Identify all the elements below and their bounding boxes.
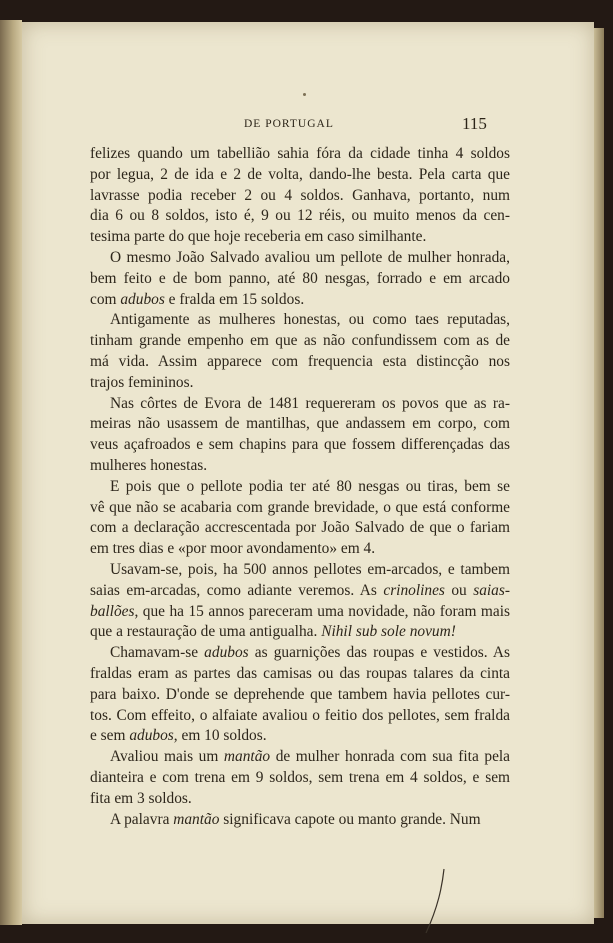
page-number: 115	[462, 114, 487, 133]
page-edge	[594, 28, 604, 918]
text-line: O mesmo João Salvado avaliou um pellote de mulher honrada,	[110, 248, 510, 266]
body-text	[90, 144, 510, 830]
text-line: mulheres honestas.	[90, 456, 208, 474]
paragraph	[90, 248, 510, 310]
text-line: A palavra mantão significava capote ou manto grande. Num	[110, 810, 481, 828]
text-line: com a declaração accrescentada por João Salvado de que o fariam	[90, 519, 510, 537]
text-line: vê que não se acabaria com grande brevidade, o que está conforme	[90, 498, 510, 516]
text-line: em tres dias e «por moor avondamento» em 4.	[90, 540, 376, 558]
paragraph	[90, 310, 510, 393]
text-line: que a restauração de uma antigualha. Nihil sub sole novum!	[90, 623, 456, 641]
text-line: para baixo. D'onde se deprehende que tambem havia pellotes cur-	[90, 685, 510, 703]
paragraph	[90, 477, 510, 560]
text-line: E pois que o pellote podia ter até 80 nesgas ou tiras, bem se	[110, 477, 510, 495]
page-sheet	[22, 22, 594, 924]
paragraph	[90, 144, 510, 248]
text-line: tos. Com effeito, o alfaiate avaliou o feitio dos pellotes, sem fralda	[90, 706, 510, 724]
paragraph	[90, 747, 510, 809]
text-line: tesima parte do que hoje receberia em caso similhante.	[90, 228, 427, 246]
text-line: felizes quando um tabellião sahia fóra da cidade tinha 4 soldos	[90, 145, 510, 162]
paragraph	[90, 810, 510, 831]
text-line: trajos femininos.	[90, 373, 194, 391]
text-line: Antigamente as mulheres honestas, ou como taes reputadas,	[110, 311, 510, 329]
text-line: por legua, 2 de ida e 2 de volta, dando-lhe besta. Pela carta que	[90, 165, 510, 183]
text-line: Usavam-se, pois, ha 500 annos pellotes em-arcados, e tambem	[110, 560, 510, 578]
text-line: Nas côrtes de Evora de 1481 requereram os povos que as ra-	[110, 394, 510, 412]
running-head	[22, 114, 594, 142]
text-line: má vida. Assim apparece com frequencia esta distincção nos	[90, 352, 510, 370]
text-line: fraldas eram as partes das camisas ou das roupas talares da cinta	[90, 664, 510, 682]
text-line: dia 6 ou 8 soldos, isto é, 9 ou 12 réis, ou muito menos da cen-	[90, 207, 510, 225]
text-line: veus açafroados e sem chapins para que fossem differençadas das	[90, 436, 510, 454]
ink-speck	[303, 93, 306, 96]
text-line: ballões, que ha 15 annos pareceram uma novidade, não foram mais	[90, 602, 510, 620]
book-spine	[0, 20, 22, 925]
text-line: saias em-arcadas, como adiante veremos. As crinolines ou saias-	[90, 581, 510, 599]
running-title: DE PORTUGAL	[244, 118, 334, 130]
text-line: Chamavam-se adubos as guarnições das roupas e vestidos. As	[110, 644, 510, 662]
text-line: meiras não usassem de mantilhas, que andassem em corpo, com	[90, 415, 510, 433]
text-line: bem feito e de bom panno, até 80 nesgas, forrado e em arcado	[90, 269, 510, 287]
paragraph	[90, 560, 510, 643]
paragraph	[90, 643, 510, 747]
pen-stroke-mark	[420, 867, 450, 937]
text-line: Avaliou mais um mantão de mulher honrada com sua fita pela	[110, 748, 511, 766]
text-line: dianteira e com trena em 9 soldos, sem trena em 4 soldos, e sem	[90, 768, 510, 786]
text-line: e sem adubos, em 10 soldos.	[90, 727, 267, 745]
text-line: lavrasse podia receber 2 ou 4 soldos. Ganhava, portanto, num	[90, 186, 510, 204]
paragraph	[90, 394, 510, 477]
text-line: fita em 3 soldos.	[90, 789, 192, 807]
text-line: tinham grande empenho em que as não confundissem com as de	[90, 332, 510, 350]
text-line: com adubos e fralda em 15 soldos.	[90, 290, 305, 308]
